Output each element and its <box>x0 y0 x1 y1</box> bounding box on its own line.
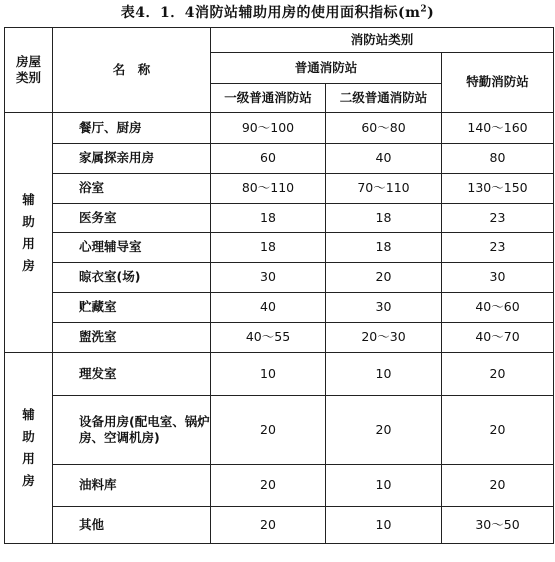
table-row <box>5 233 554 263</box>
name-cell: 晾衣室(场) <box>53 263 211 293</box>
level1-value: 18 <box>211 204 326 233</box>
title-close-paren: ) <box>427 5 435 21</box>
table-row <box>5 396 554 465</box>
name-cell: 贮藏室 <box>53 293 211 323</box>
special-value: 20 <box>442 353 554 396</box>
level2-value: 10 <box>326 465 442 507</box>
name-cell: 医务室 <box>53 204 211 233</box>
special-value: 80 <box>442 144 554 174</box>
level1-value: 18 <box>211 233 326 263</box>
table-row <box>5 323 554 353</box>
table-row <box>5 507 554 544</box>
level2-value: 18 <box>326 204 442 233</box>
header-level2: 二级普通消防站 <box>326 84 442 113</box>
level1-value: 40～55 <box>211 323 326 353</box>
header-name: 名 称 <box>53 28 211 113</box>
table-row <box>5 465 554 507</box>
header-station-type: 消防站类别 <box>211 28 554 53</box>
table-row <box>5 353 554 396</box>
name-cell: 其他 <box>53 507 211 544</box>
special-value: 20 <box>442 396 554 465</box>
level2-value: 20～30 <box>326 323 442 353</box>
special-value: 23 <box>442 204 554 233</box>
special-value: 140～160 <box>442 113 554 144</box>
header-level1: 一级普通消防站 <box>211 84 326 113</box>
category-cell <box>5 113 53 353</box>
level2-value: 60～80 <box>326 113 442 144</box>
level1-value: 20 <box>211 507 326 544</box>
table-row <box>5 144 554 174</box>
level2-value: 10 <box>326 507 442 544</box>
area-spec-table <box>4 27 554 544</box>
level1-value: 30 <box>211 263 326 293</box>
table-title <box>0 2 555 22</box>
special-value: 20 <box>442 465 554 507</box>
name-cell: 设备用房(配电室、锅炉房、空调机房) <box>53 396 211 465</box>
level1-value: 60 <box>211 144 326 174</box>
level1-value: 90～100 <box>211 113 326 144</box>
header-ordinary-station: 普通消防站 <box>211 53 442 84</box>
category-cell <box>5 353 53 544</box>
level2-value: 10 <box>326 353 442 396</box>
title-superscript: 2 <box>420 4 428 15</box>
name-cell: 油料库 <box>53 465 211 507</box>
special-value: 130～150 <box>442 174 554 204</box>
table-row <box>5 263 554 293</box>
table-row <box>5 113 554 144</box>
table-row <box>5 204 554 233</box>
name-cell: 餐厅、厨房 <box>53 113 211 144</box>
special-value: 40～60 <box>442 293 554 323</box>
name-cell: 家属探亲用房 <box>53 144 211 174</box>
level2-value: 20 <box>326 263 442 293</box>
level1-value: 10 <box>211 353 326 396</box>
level1-value: 40 <box>211 293 326 323</box>
level2-value: 40 <box>326 144 442 174</box>
level2-value: 30 <box>326 293 442 323</box>
level1-value: 20 <box>211 465 326 507</box>
name-cell: 心理辅导室 <box>53 233 211 263</box>
level2-value: 20 <box>326 396 442 465</box>
special-value: 30～50 <box>442 507 554 544</box>
category-label: 辅助用房 <box>22 407 35 488</box>
special-value: 40～70 <box>442 323 554 353</box>
table-row <box>5 293 554 323</box>
name-cell: 理发室 <box>53 353 211 396</box>
header-special-station: 特勤消防站 <box>442 53 554 113</box>
title-text: 表4．1．4消防站辅助用房的使用面积指标(m <box>120 5 421 21</box>
level1-value: 80～110 <box>211 174 326 204</box>
level2-value: 18 <box>326 233 442 263</box>
name-cell: 盥洗室 <box>53 323 211 353</box>
level2-value: 70～110 <box>326 174 442 204</box>
special-value: 23 <box>442 233 554 263</box>
special-value: 30 <box>442 263 554 293</box>
header-category: 房屋 类别 <box>5 28 53 113</box>
table-row <box>5 174 554 204</box>
level1-value: 20 <box>211 396 326 465</box>
category-label: 辅助用房 <box>22 191 35 273</box>
name-cell: 浴室 <box>53 174 211 204</box>
